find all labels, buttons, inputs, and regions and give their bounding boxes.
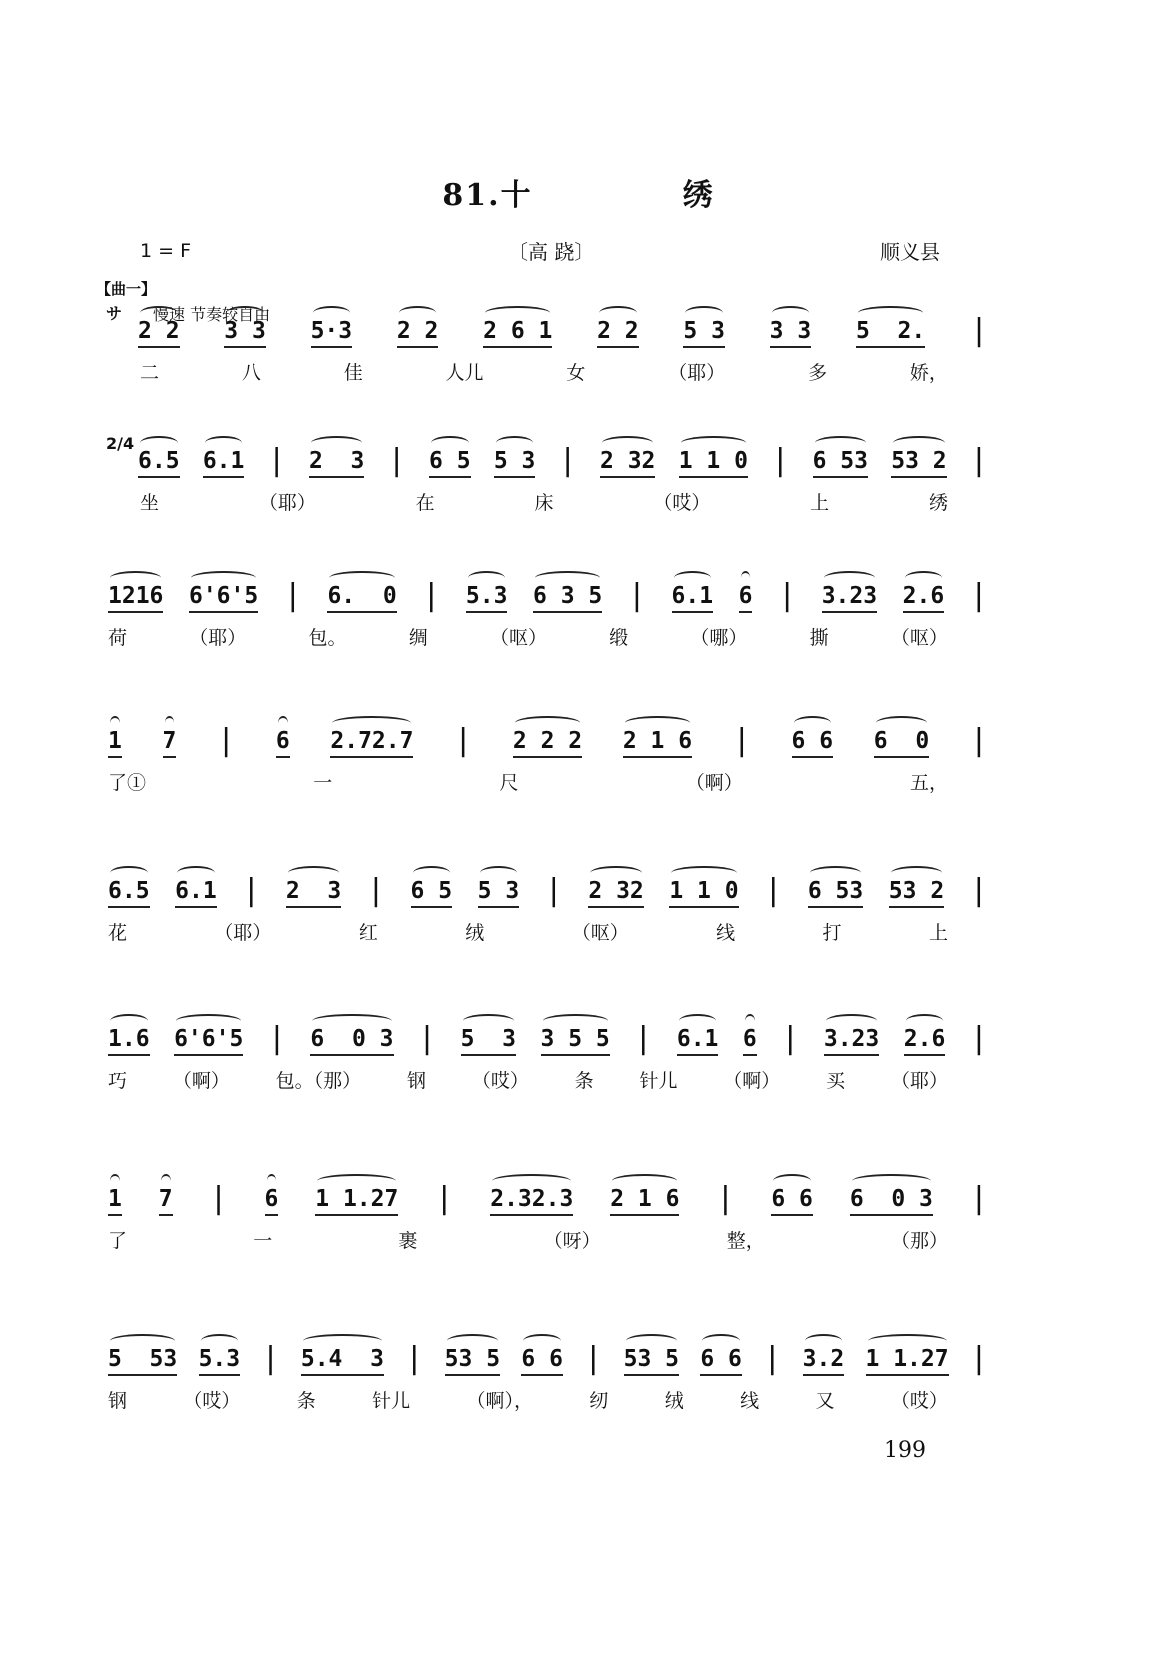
note-group: 6 0 3: [310, 1026, 393, 1056]
lyric-word: 上: [810, 492, 830, 514]
note-group: 6. 0: [327, 583, 396, 613]
lyric-word: 荷: [108, 627, 128, 649]
bar-line: |: [387, 443, 406, 478]
bar-line: |: [969, 873, 988, 908]
note-group: 6 3 5: [533, 583, 602, 613]
bar-line: |: [732, 723, 751, 758]
lyric-word: 五，: [909, 772, 948, 794]
lyric-word: 包。（那）: [275, 1070, 362, 1092]
bar-line: |: [763, 1341, 782, 1376]
bar-line: |: [435, 1181, 454, 1216]
lyric-word: 绣: [928, 492, 948, 514]
lyric-word: （呕）: [890, 627, 948, 649]
bar-line: |: [267, 443, 286, 478]
note-group: 2.72.7: [330, 728, 413, 758]
note-group: 2.6: [903, 583, 945, 613]
notation-line: [108, 565, 988, 613]
note-group: 6 6: [700, 1346, 742, 1376]
note-group: 5 3: [478, 878, 520, 908]
bar-line: |: [771, 443, 790, 478]
lyric-line: [108, 918, 948, 945]
lyric-word: （啊）: [172, 1070, 230, 1092]
bar-line: |: [778, 578, 797, 613]
note-group: 3 5 5: [541, 1026, 610, 1056]
lyric-word: 纫: [589, 1390, 609, 1412]
note-group: 2 3: [286, 878, 341, 908]
lyric-word: 绒: [465, 922, 485, 944]
bar-line: |: [283, 578, 302, 613]
lyric-word: 坐: [140, 492, 160, 514]
note-group: 5 3: [461, 1026, 516, 1056]
lyric-line: [108, 358, 948, 385]
lyric-word: 打: [822, 922, 842, 944]
note-group: 5 3: [683, 318, 725, 348]
note-group: 3.2: [803, 1346, 845, 1376]
lyric-word: 针儿: [639, 1070, 678, 1092]
notation-line: [108, 860, 988, 908]
lyric-word: 钢: [108, 1390, 128, 1412]
note-group: 6 5: [429, 448, 471, 478]
lyric-word: 一: [253, 1230, 273, 1252]
note-group: 2 32: [600, 448, 655, 478]
note-group: 6 6: [521, 1346, 563, 1376]
note-group: 53 5: [445, 1346, 500, 1376]
bar-line: |: [267, 1021, 286, 1056]
lyric-word: （耶）: [189, 627, 247, 649]
lyric-word: （哎）: [471, 1070, 529, 1092]
lyric-word: 买: [826, 1070, 846, 1092]
note-group: 1: [108, 728, 122, 758]
note-group: 6 53: [808, 878, 863, 908]
lyric-word: 在: [415, 492, 435, 514]
note-group: 6.5: [108, 878, 150, 908]
lyric-word: 多: [808, 362, 828, 384]
note-group: 1: [108, 1186, 122, 1216]
page-number: 199: [884, 1438, 926, 1463]
lyric-word: 八: [241, 362, 261, 384]
note-group: 2 2 2: [513, 728, 582, 758]
lyric-word: 又: [815, 1390, 835, 1412]
note-group: 2 1 6: [610, 1186, 679, 1216]
note-group: 5 3: [494, 448, 536, 478]
title-character: 绣: [682, 178, 715, 213]
lyric-word: 了①: [108, 772, 147, 794]
note-group: 7: [159, 1186, 173, 1216]
note-group: 3.23: [822, 583, 877, 613]
lyric-line: [108, 1226, 948, 1253]
lyric-word: 上: [928, 922, 948, 944]
note-group: 6 0 3: [850, 1186, 933, 1216]
note-group: 6.5: [138, 448, 180, 478]
lyric-word: 条: [574, 1070, 594, 1092]
lyric-word: 绸: [408, 627, 428, 649]
lyric-word: 了: [108, 1230, 128, 1252]
bar-line: |: [969, 1341, 988, 1376]
lyric-word: 裹: [398, 1230, 418, 1252]
note-group: 6.1: [175, 878, 217, 908]
lyric-word: （啊）: [723, 1070, 781, 1092]
note-group: 1 1 0: [669, 878, 738, 908]
note-group: 53 5: [624, 1346, 679, 1376]
lyric-word: 整，: [726, 1230, 765, 1252]
lyric-word: （啊），: [466, 1390, 534, 1412]
bar-line: |: [969, 1181, 988, 1216]
lyric-word: 针儿: [372, 1390, 411, 1412]
lyric-line: [108, 1066, 948, 1093]
bar-line: |: [422, 578, 441, 613]
origin-label: 顺义县: [880, 240, 940, 264]
note-group: 53 2: [889, 878, 944, 908]
bar-line: |: [366, 873, 385, 908]
note-group: 5·3: [311, 318, 353, 348]
note-group: 3 3: [770, 318, 812, 348]
lyric-word: 人儿: [445, 362, 484, 384]
lyric-word: 床: [534, 492, 554, 514]
lyric-word: 缎: [609, 627, 629, 649]
lyric-word: 花: [108, 922, 128, 944]
note-group: 1.6: [108, 1026, 150, 1056]
note-group: 6 0: [874, 728, 929, 758]
note-group: 2.32.3: [490, 1186, 573, 1216]
note-group: 6: [743, 1026, 757, 1056]
note-group: 6.1: [203, 448, 245, 478]
note-group: 2 32: [588, 878, 643, 908]
note-group: 2 2: [597, 318, 639, 348]
bar-line: |: [781, 1021, 800, 1056]
note-group: 2 2: [138, 318, 180, 348]
bar-line: |: [261, 1341, 280, 1376]
note-group: 1 1.27: [315, 1186, 398, 1216]
lyric-word: （呕）: [571, 922, 629, 944]
lyric-word: 巧: [108, 1070, 128, 1092]
note-group: 6 6: [771, 1186, 813, 1216]
bar-line: |: [454, 723, 473, 758]
note-group: 5.3: [199, 1346, 241, 1376]
lyric-word: 撕: [809, 627, 829, 649]
note-group: 2.6: [904, 1026, 946, 1056]
notation-line: [108, 1168, 988, 1216]
note-group: 2 1 6: [623, 728, 692, 758]
notation-line: [108, 710, 988, 758]
note-group: 5 2.: [856, 318, 925, 348]
bar-line: |: [764, 873, 783, 908]
note-group: 6: [739, 583, 753, 613]
bar-line: |: [969, 723, 988, 758]
note-group: 5 53: [108, 1346, 177, 1376]
lyric-word: （哎）: [183, 1390, 241, 1412]
bar-line: |: [418, 1021, 437, 1056]
note-group: 1 1.27: [866, 1346, 949, 1376]
song-title: [0, 170, 1157, 214]
note-group: 3 3: [224, 318, 266, 348]
lyric-line: [108, 623, 948, 650]
bar-line: |: [969, 313, 988, 348]
note-group: 53 2: [891, 448, 946, 478]
bar-line: |: [584, 1341, 603, 1376]
lyric-word: 钢: [406, 1070, 426, 1092]
lyric-word: 女: [566, 362, 586, 384]
lyric-word: （啊）: [685, 772, 743, 794]
lyric-line: [108, 768, 948, 795]
bar-line: |: [716, 1181, 735, 1216]
notation-line: [108, 1008, 988, 1056]
lyric-word: （耶）: [214, 922, 272, 944]
bar-line: |: [627, 578, 646, 613]
bar-line: |: [969, 578, 988, 613]
lyric-word: （哎）: [890, 1390, 948, 1412]
lyric-word: （呕）: [489, 627, 547, 649]
genre-label: 〔高 跷〕: [508, 240, 595, 264]
note-group: 1216: [108, 583, 163, 613]
note-group: 5.3: [466, 583, 508, 613]
lyric-word: （那）: [890, 1230, 948, 1252]
key-signature: 1 = F: [140, 240, 192, 262]
note-group: 7: [163, 728, 177, 758]
title-number: 81.十: [442, 178, 533, 213]
lyric-word: （哪）: [690, 627, 748, 649]
notation-line: [108, 1328, 988, 1376]
note-group: 6 6: [792, 728, 834, 758]
section-label: 【曲一】: [96, 280, 157, 298]
note-group: 5.4 3: [301, 1346, 384, 1376]
lyric-word: 绒: [664, 1390, 684, 1412]
lyric-word: （耶）: [668, 362, 726, 384]
lyric-word: 条: [296, 1390, 316, 1412]
lyric-word: 娇，: [909, 362, 948, 384]
note-group: 6.1: [677, 1026, 719, 1056]
notation-line: [108, 300, 988, 348]
note-group: 1 1 0: [679, 448, 748, 478]
lyric-word: 佳: [343, 362, 363, 384]
meter-mark: サ: [106, 304, 123, 323]
bar-line: |: [242, 873, 261, 908]
lyric-line: [108, 1386, 948, 1413]
note-group: 6: [276, 728, 290, 758]
notation-line: [108, 430, 988, 478]
note-group: 3.23: [824, 1026, 879, 1056]
bar-line: |: [558, 443, 577, 478]
lyric-line: [108, 488, 948, 515]
lyric-word: （呀）: [543, 1230, 601, 1252]
bar-line: |: [405, 1341, 424, 1376]
lyric-word: 一: [313, 772, 333, 794]
note-group: 6'6'5: [174, 1026, 243, 1056]
lyric-word: 红: [358, 922, 378, 944]
lyric-word: （耶）: [890, 1070, 948, 1092]
bar-line: |: [217, 723, 236, 758]
bar-line: |: [634, 1021, 653, 1056]
lyric-word: 二: [140, 362, 160, 384]
bar-line: |: [544, 873, 563, 908]
note-group: 2 3: [309, 448, 364, 478]
note-group: 6: [265, 1186, 279, 1216]
note-group: 2 6 1: [483, 318, 552, 348]
note-group: 6 53: [813, 448, 868, 478]
lyric-word: （耶）: [258, 492, 316, 514]
bar-line: |: [969, 1021, 988, 1056]
lyric-word: （哎）: [653, 492, 711, 514]
lyric-word: 线: [740, 1390, 760, 1412]
bar-line: |: [969, 443, 988, 478]
tempo-marking: 慢速 节奏较自由: [153, 305, 271, 324]
meter-mark: 2/4: [106, 434, 135, 453]
note-group: 6 5: [411, 878, 453, 908]
lyric-word: 包。: [308, 627, 347, 649]
lyric-word: 线: [716, 922, 736, 944]
note-group: 6.1: [672, 583, 714, 613]
note-group: 2 2: [397, 318, 439, 348]
bar-line: |: [209, 1181, 228, 1216]
lyric-word: 尺: [499, 772, 519, 794]
note-group: 6'6'5: [189, 583, 258, 613]
